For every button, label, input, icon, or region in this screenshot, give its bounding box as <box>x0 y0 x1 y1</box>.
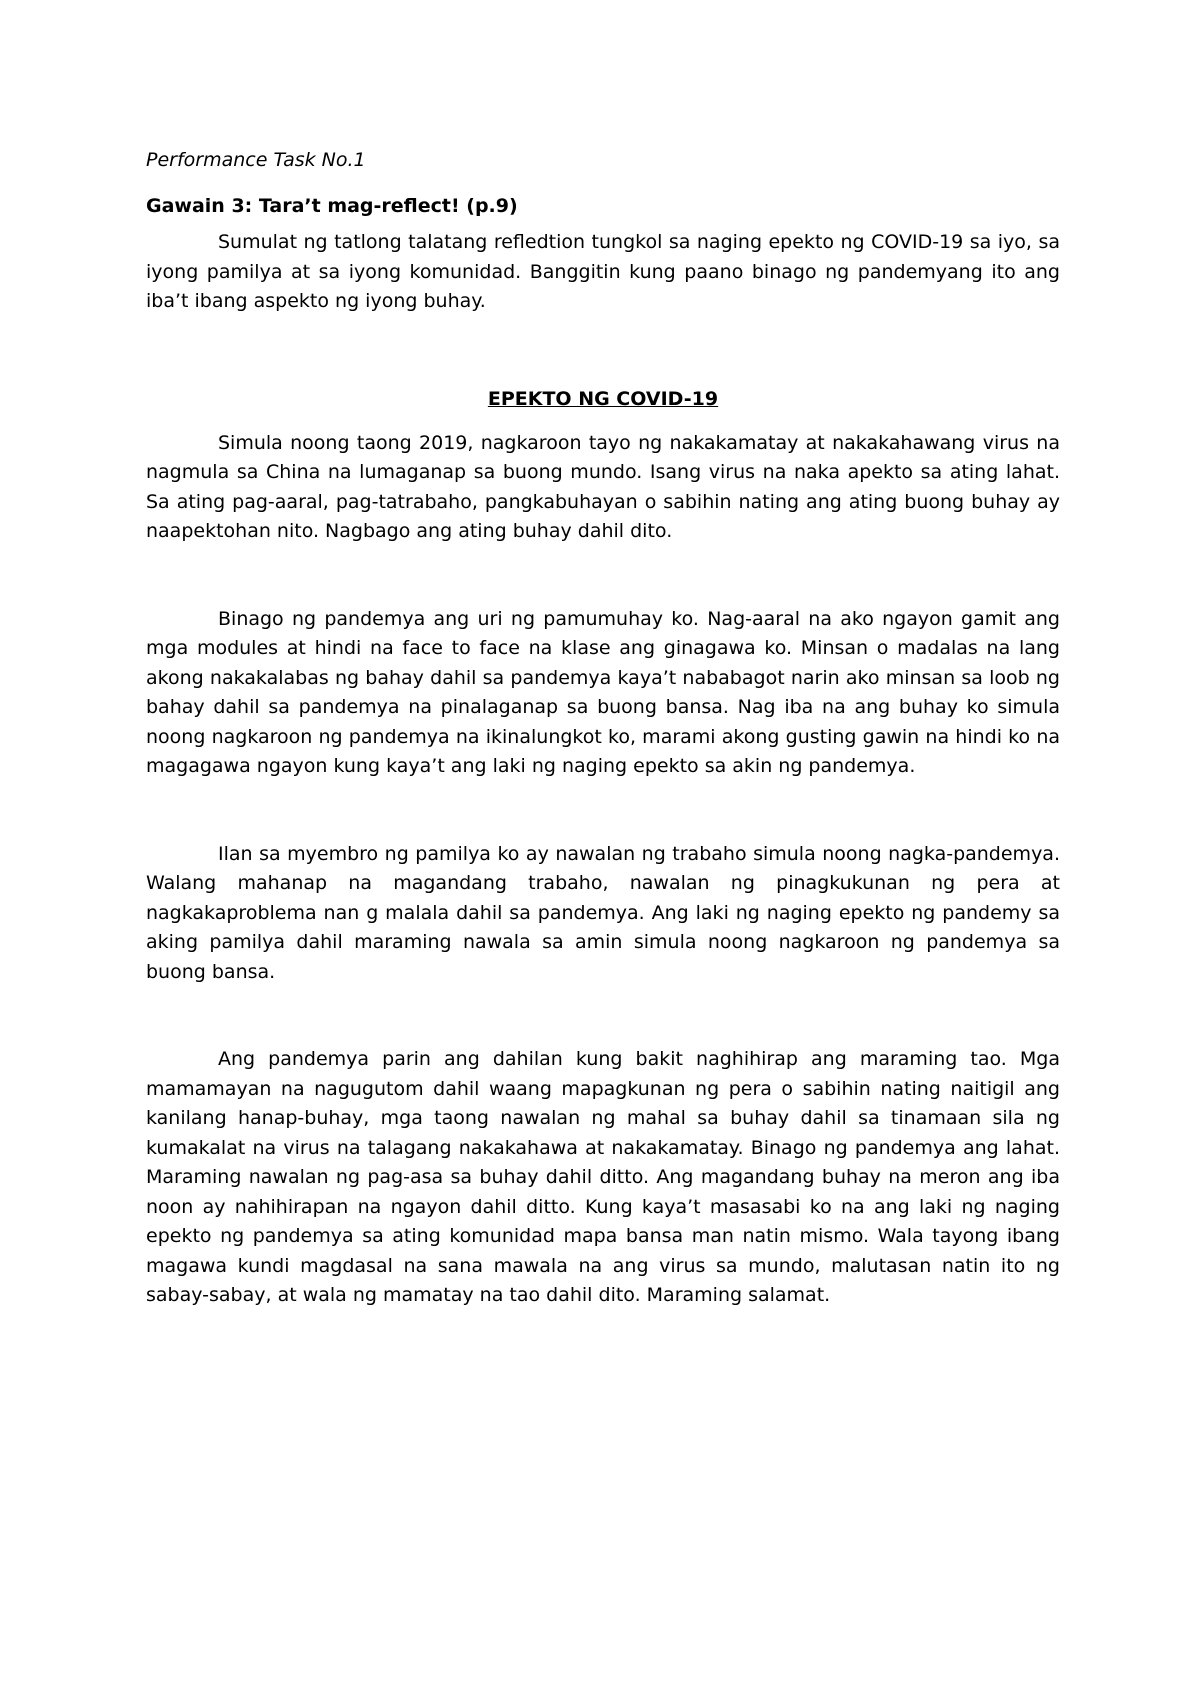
essay-paragraph-1: Simula noong taong 2019, nagkaroon tayo ng nakakamatay at nakakahawang virus na nagmula sa China na lumaganap sa buong mundo. Isang virus na naka apekto sa ating lahat. Sa ating pag-aaral, pag-tatrabaho, pangkabuhayan o sabihin nating ang ating buong buhay ay naapektohan nito. Nagbago ang ating buhay dahil dito. <box>146 431 1060 542</box>
task-label: Performance Task No.1 <box>146 149 366 171</box>
essay-title: EPEKTO NG COVID-19 <box>487 387 719 410</box>
essay-paragraph-3: Ilan sa myembro ng pamilya ko ay nawalan ng trabaho simula noong nagka-pandemya. Walang mahanap na magandang trabaho, nawalan ng pinagkukunan ng pera at nagkakaproblema nan g malala dahil sa pandemya. Ang laki ng naging epekto ng pandemy sa aking pamilya dahil maraming nawala sa amin simula noong nagkaroon ng pandemya sa buong bansa. <box>146 842 1060 983</box>
essay-paragraph-4: Ang pandemya parin ang dahilan kung bakit naghihirap ang maraming tao. Mga mamamayan na nagugutom dahil waang mapagkunan ng pera o sabihin nating naitigil ang kanilang hanap-buhay, mga taong nawalan ng mahal sa buhay dahil sa tinamaan sila ng kumakalat na virus na talagang nakakahawa at nakakamatay. Binago ng pandemya ang lahat. Maraming nawalan ng pag-asa sa buhay dahil ditto. Ang magandang buhay na meron ang iba noon ay nahihirapan na ngayon dahil ditto. Kung kaya’t masasabi ko na ang laki ng naging epekto ng pandemya sa ating komunidad mapa bansa man natin mismo. Wala tayong ibang magawa kundi magdasal na sana mawala na ang virus sa mundo, malutasan natin ito ng sabay-sabay, at wala ng mamatay na tao dahil dito. Maraming salamat. <box>146 1048 1060 1306</box>
instructions-paragraph: Sumulat ng tatlong talatang refledtion tungkol sa naging epekto ng COVID-19 sa iyo, sa iyong pamilya at sa iyong komunidad. Banggitin kung paano binago ng pandemyang ito ang iba’t ibang aspekto ng iyong buhay. <box>146 231 1060 312</box>
essay-paragraph-2: Binago ng pandemya ang uri ng pamumuhay ko. Nag-aaral na ako ngayon gamit ang mga modules at hindi na face to face na klase ang ginagawa ko. Minsan o madalas na lang akong nakakalabas ng bahay dahil sa pandemya kaya’t nababagot narin ako minsan sa loob ng bahay dahil sa pandemya na pinalaganap sa buong bansa. Nag iba na ang buhay ko simula noong nagkaroon ng pandemya na ikinalungkot ko, marami akong gusting gawin na hindi ko na magagawa ngayon kung kaya’t ang laki ng naging epekto sa akin ng pandemya. <box>146 607 1060 777</box>
activity-title: Gawain 3: Tara’t mag-reflect! (p.9) <box>146 195 518 217</box>
